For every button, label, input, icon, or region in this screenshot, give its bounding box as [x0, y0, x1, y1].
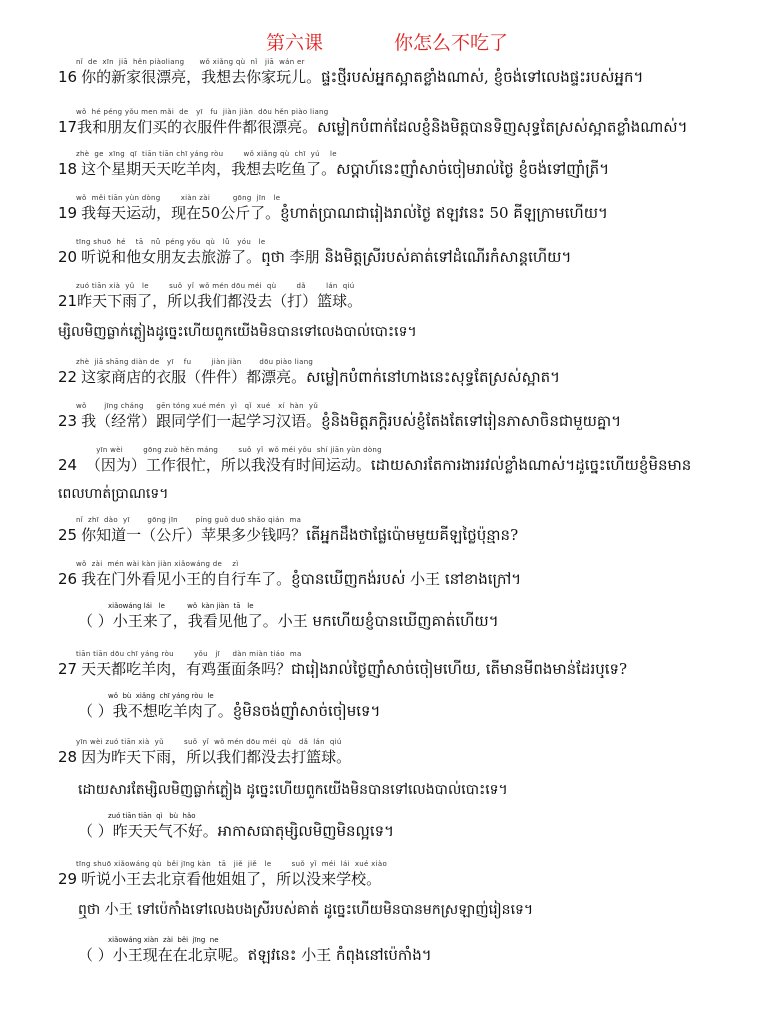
sentence-text: 小王来了，我看见他了。小王 មកហើយខ្ញុំបានឃើញគាត់ហើយ។ [112, 612, 499, 630]
exercise-20 [58, 238, 748, 266]
exercise-number: 21 [58, 292, 78, 310]
exercise-19 [58, 194, 748, 222]
sentence-text: 昨天下雨了，所以我们都没去（打）篮球。 [77, 292, 363, 310]
exercise-26-answer [78, 602, 758, 630]
pinyin-line: tīng shuō hé tā nǚ péng yǒu qù lǚ yóu le [76, 238, 266, 246]
pinyin-line: wǒ měi tiān yùn dòng xiàn zài gōng jīn le [76, 194, 281, 202]
pinyin-line: nǐ zhī dào yī gōng jīn píng guǒ duō shǎo qián ma [76, 516, 302, 524]
exercise-23 [58, 402, 748, 430]
exercise-29 [58, 860, 748, 888]
exercise-number: 17 [58, 118, 78, 136]
exercise-number: 26 [58, 570, 78, 588]
sentence-text: （因为）工作很忙，所以我没有时间运动。ដោយសារតែការងាររវល់ខ្លាំងណាស់។ដូច្នេះហើយខ្ញុំមិនមាន [81, 456, 692, 474]
pinyin-line: zhè ge xīng qī tiān tiān chī yáng ròu wǒ xiǎng qù chī yú le [76, 150, 337, 158]
exercise-24 [58, 446, 748, 474]
exercise-number: 23 [58, 412, 78, 430]
pinyin-line: xiǎowáng lái le wǒ kàn jiàn tā le [108, 602, 254, 610]
sentence-text: 因为昨天下雨，所以我们都没去打篮球。 [81, 748, 352, 766]
sentence-text: 天天都吃羊肉，有鸡蛋面条吗？ជារៀងរាល់ថ្ងៃញ៉ាំសាច់ចៀមហើយ, តើមានមីពងមាន់ដែរឬទេ? [81, 660, 628, 678]
pinyin-line: tīng shuō xiǎowáng qù běi jīng kàn tā jiě jiě le suǒ yǐ méi lái xué xiào [76, 860, 388, 868]
sentence-text: 昨天天气不好。អាកាសធាតុម្សិលមិញមិនល្អទេ។ [112, 822, 395, 840]
pinyin-line: zhè jiā shāng diàn de yī fu jiàn jiàn dōu piào liang [76, 358, 314, 366]
exercise-number: 27 [58, 660, 78, 678]
exercise-number: 29 [58, 870, 78, 888]
pinyin-line: tiān tiān dōu chī yáng ròu yǒu jī dàn miàn tiáo ma [76, 650, 302, 658]
pinyin-line: zuó tiān xià yǔ le suǒ yǐ wǒ mén dōu méi qù dǎ lán qiú [76, 282, 355, 290]
sentence-text: 听说小王去北京看他姐姐了，所以没来学校。 [81, 870, 382, 888]
exercise-16 [58, 58, 748, 86]
exercise-17 [58, 108, 748, 136]
exercise-number: 20 [58, 248, 78, 266]
exercise-22 [58, 358, 748, 386]
exercise-number: 25 [58, 526, 78, 544]
exercise-27-answer [78, 692, 758, 720]
exercise-number: 24 [58, 456, 78, 474]
sentence-text: 这个星期天天吃羊肉，我想去吃鱼了。សប្តាហ៍នេះញ៉ាំសាច់ចៀមរាល់ថ្ងៃ ខ្ញុំចង់ទៅញ៉ាំត្រី។ [81, 160, 610, 178]
exercise-number: 18 [58, 160, 78, 178]
pinyin-line: zuó tiān tiān qì bù hǎo [108, 812, 196, 820]
pinyin-line: nǐ de xīn jiā hěn piàoliang wǒ xiǎng qù nǐ jiā wán er [76, 58, 305, 66]
answer-blank[interactable]: （ ） [78, 702, 113, 720]
pinyin-line: wǒ hé péng yǒu men mǎi de yī fu jiàn jiàn dōu hěn piào liang [76, 108, 329, 116]
pinyin-line: wǒ jīng cháng gēn tóng xué mén yì qǐ xué xí hàn yǔ [76, 402, 319, 410]
exercise-28-translation: ដោយសារតែម្សិលមិញធ្លាក់ភ្លៀង ដូច្នេះហើយពួកយើងមិនបានទៅលេងបាល់បោះទេ។ [78, 782, 508, 798]
sentence-text: 我（经常）跟同学们一起学习汉语。ខ្ញុំនិងមិត្តភក្តិរបស់ខ្ញុំតែងតែទៅរៀនភាសាចិនជាមួយគ្នា។ [81, 412, 622, 430]
exercise-number: 16 [58, 68, 78, 86]
pinyin-line: yīn wèi gōng zuò hěn máng suǒ yǐ wǒ méi yǒu shí jiān yùn dòng [76, 446, 382, 454]
page-header [0, 28, 768, 54]
lesson-title: 你怎么不吃了 [394, 32, 509, 54]
exercise-29-answer [78, 936, 758, 964]
sentence-text: 听说和他女朋友去旅游了。ឮថា 李朋 និងមិត្តស្រីរបស់គាត់ទៅដំណើរកំសាន្តហើយ។ [81, 248, 572, 266]
pinyin-line: wǒ zài mén wài kàn jiàn xiǎowáng de zì [76, 560, 239, 568]
sentence-text: 我在门外看见小王的自行车了。ខ្ញុំបានឃើញកង់របស់ 小王 នៅខាងក្រៅ។ [81, 570, 522, 588]
sentence-text: 你知道一（公斤）苹果多少钱吗？តើអ្នកដឹងថាផ្លែប៉ោមមួយគីឡូថ្លៃប៉ុន្មាន? [81, 526, 519, 544]
exercise-24-translation-cont: ពេលហាត់ប្រាណទេ។ [58, 486, 169, 502]
lesson-number: 第六课 [266, 32, 324, 54]
exercise-number: 22 [58, 368, 78, 386]
exercise-28-answer [78, 812, 758, 840]
answer-blank[interactable]: （ ） [78, 612, 113, 630]
sentence-text: 我每天运动，现在50公斤了。ខ្ញុំហាត់ប្រាណជារៀងរាល់ថ្ងៃ ឥឡូវនេះ 50 គីឡូក្រាមហើយ។ [81, 204, 608, 222]
exercise-28 [58, 738, 748, 766]
pinyin-line: xiǎowáng xiàn zài běi jīng ne [108, 936, 219, 944]
exercise-29-translation: ឮថា 小王 ទៅប៉េកាំងទៅលេងបងស្រីរបស់គាត់ ដូច្នេះហើយមិនបានមកស្រឡាញ់រៀនទេ។ [78, 902, 534, 918]
sentence-text: 这家商店的衣服（件件）都漂亮。សម្លៀកបំពាក់នៅហាងនេះសុទ្ធតែស្រស់ស្អាត។ [81, 368, 561, 386]
pinyin-line: yīn wèi zuó tiān xià yǔ suǒ yǐ wǒ mén dōu méi qù dǎ lán qiú [76, 738, 342, 746]
exercise-18 [58, 150, 748, 178]
pinyin-line: wǒ bù xiǎng chī yáng ròu le [108, 692, 214, 700]
exercise-25 [58, 516, 748, 544]
exercise-27 [58, 650, 748, 678]
answer-blank[interactable]: （ ） [78, 946, 113, 964]
sentence-text: 我不想吃羊肉了。ខ្ញុំមិនចង់ញ៉ាំសាច់ចៀមទេ។ [112, 702, 381, 720]
exercise-number: 19 [58, 204, 78, 222]
sentence-text: 我和朋友们买的衣服件件都很漂亮。សម្លៀកបំពាក់ដែលខ្ញុំនិងមិត្តបានទិញសុទ្ធតែស្រស់ស្អាតខ្លាំងណាស់។ [77, 118, 688, 136]
exercise-26 [58, 560, 748, 588]
sentence-text: 你的新家很漂亮，我想去你家玩儿。ផ្ទះថ្មីរបស់អ្នកស្អាតខ្លាំងណាស់, ខ្ញុំចង់ទៅលេងផ្ទះរបស់អ្នក។ [81, 68, 644, 86]
exercise-21 [58, 282, 748, 310]
answer-blank[interactable]: （ ） [78, 822, 113, 840]
sentence-text: 小王现在在北京呢。ឥឡូវនេះ 小王 កំពុងនៅប៉េកាំង។ [112, 946, 432, 964]
exercise-number: 28 [58, 748, 78, 766]
exercise-21-translation: ម្សិលមិញធ្លាក់ភ្លៀងដូច្នេះហើយពួកយើងមិនបានទៅលេងបាល់បោះទេ។ [58, 324, 417, 340]
